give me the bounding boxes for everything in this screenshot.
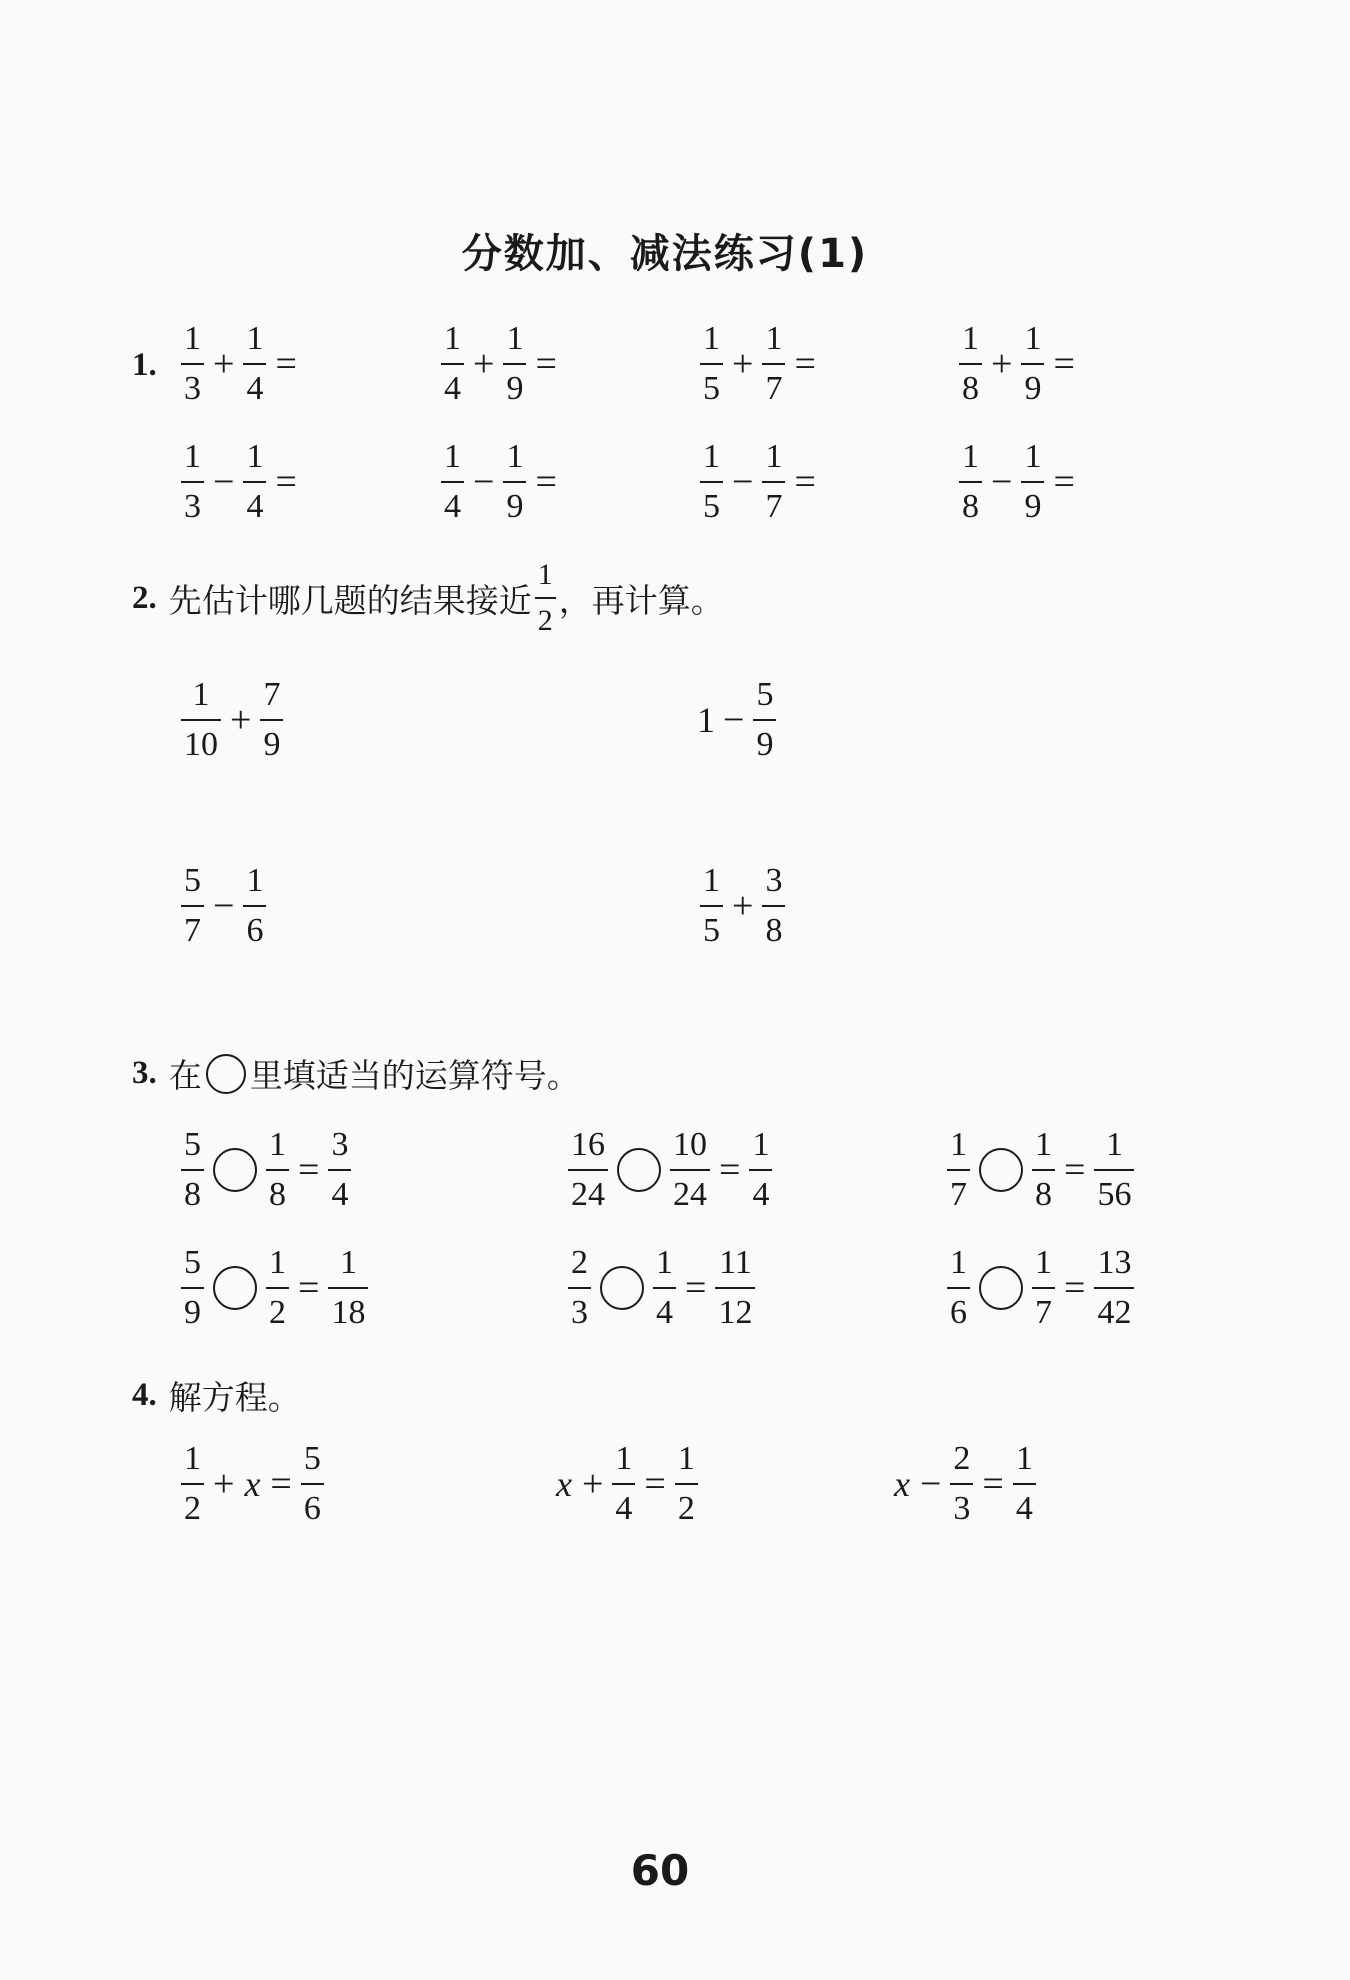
denominator: 9 xyxy=(753,719,776,762)
equals-sign: = xyxy=(794,343,816,385)
fraction xyxy=(503,440,526,524)
numerator: 1 xyxy=(537,558,553,591)
operator: − xyxy=(213,885,235,927)
numerator: 1 xyxy=(703,320,720,357)
fraction xyxy=(260,678,283,762)
fraction xyxy=(762,864,785,948)
fraction xyxy=(568,1246,591,1330)
q3-text-after: 里填适当的运算符号。 xyxy=(249,1056,580,1095)
numerator: 5 xyxy=(184,862,201,899)
numerator: 1 xyxy=(950,1126,967,1163)
fraction xyxy=(301,1442,324,1526)
fraction xyxy=(753,678,776,762)
numerator: 1 xyxy=(246,320,264,357)
circle-icon xyxy=(206,1054,246,1094)
fraction xyxy=(181,1246,204,1330)
equals-sign: = xyxy=(719,1149,741,1191)
equals-sign: = xyxy=(685,1267,707,1309)
numerator: 1 xyxy=(962,320,979,357)
numerator: 1 xyxy=(703,438,720,475)
q3-text-before: 在 xyxy=(168,1056,202,1095)
fraction xyxy=(503,322,526,406)
equals-sign: = xyxy=(298,1149,320,1191)
equals-sign: = xyxy=(1053,461,1075,503)
numerator: 1 xyxy=(656,1244,673,1281)
operator: + xyxy=(581,1463,604,1505)
denominator: 8 xyxy=(959,481,982,524)
denominator: 3 xyxy=(950,1483,973,1526)
fraction xyxy=(1094,1246,1134,1330)
q3-item1 xyxy=(178,1128,354,1212)
operator: + xyxy=(213,1463,235,1505)
operator-blank-circle[interactable] xyxy=(213,1148,257,1192)
page-number: 60 xyxy=(630,1846,690,1895)
numerator: 3 xyxy=(331,1126,349,1163)
denominator: 7 xyxy=(762,481,785,524)
denominator: 3 xyxy=(181,363,204,406)
numerator: 5 xyxy=(184,1126,201,1163)
numerator: 1 xyxy=(192,676,210,713)
fraction xyxy=(181,678,221,762)
denominator: 2 xyxy=(181,1483,204,1526)
denominator: 2 xyxy=(675,1483,698,1526)
q3-item5 xyxy=(565,1246,758,1330)
operator: − xyxy=(991,461,1013,503)
denominator: 8 xyxy=(181,1169,204,1212)
operator: + xyxy=(732,343,754,385)
denominator: 6 xyxy=(947,1287,970,1330)
fraction xyxy=(243,440,266,524)
equals-sign: = xyxy=(535,343,557,385)
denominator: 5 xyxy=(700,363,723,406)
numerator: 2 xyxy=(953,1440,971,1477)
fraction xyxy=(1094,1128,1134,1212)
numerator: 1 xyxy=(184,320,201,357)
numerator: 11 xyxy=(719,1244,752,1281)
denominator: 24 xyxy=(670,1169,710,1212)
fraction xyxy=(328,1128,351,1212)
numerator: 1 xyxy=(1105,1126,1123,1163)
q4-text: 解方程。 xyxy=(168,1378,301,1417)
numerator: 1 xyxy=(765,438,783,475)
operator: − xyxy=(732,461,754,503)
fraction xyxy=(266,1246,289,1330)
variable: x xyxy=(556,1464,572,1504)
fraction xyxy=(762,322,785,406)
numerator: 1 xyxy=(444,320,461,357)
fraction xyxy=(1021,440,1044,524)
denominator: 18 xyxy=(328,1287,368,1330)
fraction xyxy=(715,1246,755,1330)
q2-prompt xyxy=(132,560,724,636)
fraction xyxy=(181,322,204,406)
fraction xyxy=(950,1442,973,1526)
fraction xyxy=(700,864,723,948)
numerator: 5 xyxy=(756,676,774,713)
numerator: 1 xyxy=(444,438,461,475)
page-title: 分数加、减法练习(1) xyxy=(461,231,869,277)
numerator: 1 xyxy=(752,1126,770,1163)
q2-number: 2. xyxy=(132,579,157,616)
denominator: 8 xyxy=(266,1169,289,1212)
q4-number: 4. xyxy=(132,1377,157,1413)
numerator: 1 xyxy=(269,1244,286,1281)
fraction xyxy=(959,440,982,524)
operator-blank-circle[interactable] xyxy=(979,1148,1023,1192)
denominator: 4 xyxy=(749,1169,772,1212)
fraction xyxy=(181,1442,204,1526)
denominator: 4 xyxy=(243,481,266,524)
operator: − xyxy=(213,461,235,503)
q3-number: 3. xyxy=(132,1055,157,1091)
denominator: 12 xyxy=(715,1287,755,1330)
fraction xyxy=(1013,1442,1036,1526)
numerator: 1 xyxy=(184,1440,201,1477)
numerator: 16 xyxy=(571,1126,605,1163)
numerator: 1 xyxy=(615,1440,633,1477)
operator-blank-circle[interactable] xyxy=(213,1266,257,1310)
operator: + xyxy=(213,343,235,385)
q2-item3 xyxy=(178,864,269,948)
fraction xyxy=(959,322,982,406)
numerator: 1 xyxy=(1015,1440,1033,1477)
operator-blank-circle[interactable] xyxy=(600,1266,644,1310)
denominator: 4 xyxy=(441,481,464,524)
numerator: 1 xyxy=(765,320,783,357)
variable: x xyxy=(244,1464,261,1504)
q3-item2 xyxy=(565,1128,775,1212)
denominator: 8 xyxy=(1032,1169,1055,1212)
equals-sign: = xyxy=(298,1267,320,1309)
fraction xyxy=(1021,322,1044,406)
fraction xyxy=(762,440,785,524)
operator: + xyxy=(991,343,1013,385)
q1-row1-expr1 xyxy=(178,322,303,406)
numerator: 1 xyxy=(1035,1244,1052,1281)
denominator: 4 xyxy=(243,363,266,406)
operator-blank-circle[interactable] xyxy=(979,1266,1023,1310)
denominator: 9 xyxy=(1021,363,1044,406)
equals-sign: = xyxy=(270,1463,292,1505)
q2-item4 xyxy=(697,864,788,948)
fraction xyxy=(700,440,723,524)
denominator: 10 xyxy=(181,719,221,762)
denominator: 24 xyxy=(568,1169,608,1212)
fraction xyxy=(181,1128,204,1212)
equals-sign: = xyxy=(1064,1267,1086,1309)
equals-sign: = xyxy=(794,461,816,503)
fraction xyxy=(700,322,723,406)
q2-text-before: 先估计哪几题的结果接近 xyxy=(168,580,532,620)
denominator: 2 xyxy=(535,597,556,636)
fraction xyxy=(675,1442,698,1526)
denominator: 7 xyxy=(181,905,204,948)
denominator: 7 xyxy=(947,1169,970,1212)
whole-number: 1 xyxy=(697,700,715,740)
q1-row1-expr4 xyxy=(956,322,1081,406)
q1-row1-expr2 xyxy=(438,322,563,406)
numerator: 1 xyxy=(1035,1126,1052,1163)
fraction xyxy=(441,440,464,524)
q4-prompt xyxy=(132,1372,301,1419)
fraction xyxy=(947,1128,970,1212)
operator: + xyxy=(230,699,252,741)
denominator: 4 xyxy=(328,1169,351,1212)
denominator: 4 xyxy=(653,1287,676,1330)
denominator: 42 xyxy=(1094,1287,1134,1330)
numerator: 1 xyxy=(246,438,264,475)
denominator: 3 xyxy=(181,481,204,524)
operator: − xyxy=(919,1463,942,1505)
q3-item4 xyxy=(178,1246,371,1330)
equals-sign: = xyxy=(982,1463,1004,1505)
fraction xyxy=(243,864,266,948)
denominator: 9 xyxy=(260,719,283,762)
fraction xyxy=(441,322,464,406)
fraction xyxy=(243,322,266,406)
numerator: 1 xyxy=(184,438,201,475)
q1-row2-expr3 xyxy=(697,440,822,524)
denominator: 4 xyxy=(1013,1483,1036,1526)
denominator: 3 xyxy=(568,1287,591,1330)
numerator: 1 xyxy=(269,1126,286,1163)
denominator: 9 xyxy=(1021,481,1044,524)
denominator: 9 xyxy=(503,363,526,406)
equals-sign: = xyxy=(644,1463,666,1505)
q2-item1 xyxy=(178,678,286,762)
q3-prompt xyxy=(132,1050,580,1097)
equals-sign: = xyxy=(275,461,297,503)
numerator: 1 xyxy=(677,1440,695,1477)
numerator: 5 xyxy=(184,1244,201,1281)
numerator: 1 xyxy=(506,320,524,357)
fraction xyxy=(568,1128,608,1212)
operator-blank-circle[interactable] xyxy=(617,1148,661,1192)
denominator: 8 xyxy=(959,363,982,406)
fraction xyxy=(181,440,204,524)
denominator: 6 xyxy=(243,905,266,948)
numerator: 1 xyxy=(1024,320,1042,357)
fraction xyxy=(1032,1246,1055,1330)
numerator: 1 xyxy=(703,862,720,899)
denominator: 9 xyxy=(181,1287,204,1330)
operator: − xyxy=(723,699,745,741)
q3-item3 xyxy=(944,1128,1137,1212)
numerator: 5 xyxy=(303,1440,321,1477)
numerator: 1 xyxy=(962,438,979,475)
equals-sign: = xyxy=(275,343,297,385)
equals-sign: = xyxy=(1064,1149,1086,1191)
numerator: 7 xyxy=(263,676,281,713)
numerator: 13 xyxy=(1097,1244,1132,1281)
fraction xyxy=(670,1128,710,1212)
denominator: 4 xyxy=(612,1483,635,1526)
numerator: 1 xyxy=(339,1244,357,1281)
denominator: 6 xyxy=(301,1483,324,1526)
q1-row1-expr3 xyxy=(697,322,822,406)
numerator: 10 xyxy=(673,1126,707,1163)
denominator: 7 xyxy=(762,363,785,406)
operator: + xyxy=(473,343,495,385)
q4-item3 xyxy=(890,1442,1039,1526)
q3-item6 xyxy=(944,1246,1137,1330)
denominator: 5 xyxy=(700,481,723,524)
q4-item1 xyxy=(178,1442,327,1526)
fraction xyxy=(181,864,204,948)
fraction xyxy=(1032,1128,1055,1212)
denominator: 2 xyxy=(266,1287,289,1330)
equals-sign: = xyxy=(535,461,557,503)
denominator: 8 xyxy=(762,905,785,948)
equals-sign: = xyxy=(1053,343,1075,385)
q4-item2 xyxy=(552,1442,701,1526)
q2-item2 xyxy=(697,678,779,762)
denominator: 9 xyxy=(503,481,526,524)
variable: x xyxy=(894,1464,910,1504)
fraction xyxy=(947,1246,970,1330)
operator: − xyxy=(473,461,495,503)
q1-number: 1. xyxy=(132,347,157,383)
numerator: 1 xyxy=(950,1244,967,1281)
fraction xyxy=(653,1246,676,1330)
numerator: 1 xyxy=(1024,438,1042,475)
numerator: 1 xyxy=(246,862,264,899)
fraction xyxy=(535,560,556,636)
q2-text-after: ，再计算。 xyxy=(558,580,724,620)
fraction xyxy=(266,1128,289,1212)
denominator: 7 xyxy=(1032,1287,1055,1330)
q1-row2-expr4 xyxy=(956,440,1081,524)
fraction xyxy=(749,1128,772,1212)
numerator: 2 xyxy=(571,1244,588,1281)
fraction xyxy=(612,1442,635,1526)
denominator: 4 xyxy=(441,363,464,406)
q1-row2-expr2 xyxy=(438,440,563,524)
numerator: 1 xyxy=(506,438,524,475)
q1-row2-expr1 xyxy=(178,440,303,524)
numerator: 3 xyxy=(765,862,783,899)
operator: + xyxy=(732,885,754,927)
fraction xyxy=(328,1246,368,1330)
denominator: 5 xyxy=(700,905,723,948)
denominator: 56 xyxy=(1094,1169,1134,1212)
